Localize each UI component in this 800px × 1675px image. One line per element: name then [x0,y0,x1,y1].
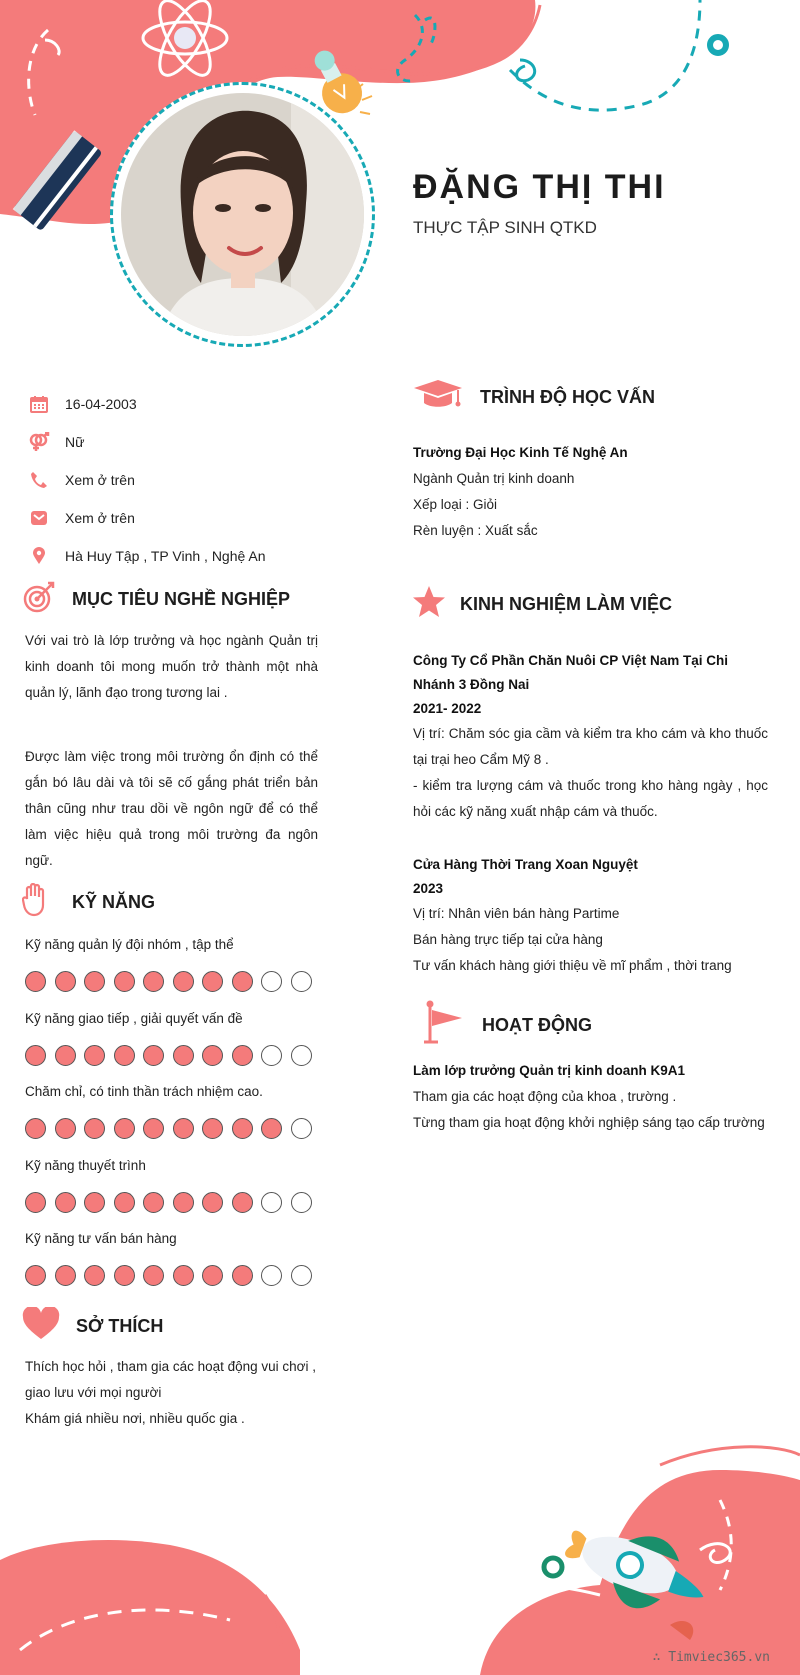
rating-dot-empty [291,1045,312,1066]
hand-icon [22,883,48,922]
rating-dot-filled [25,1045,46,1066]
rating-dot-filled [173,1265,194,1286]
skill-rating [25,1118,325,1139]
rating-dot-filled [202,1265,223,1286]
teal-dashed-curve [510,0,700,110]
calendar-icon [28,393,50,415]
candidate-name: ĐẶNG THỊ THI [413,168,666,206]
contact-address [28,537,348,575]
rating-dot-empty [291,1118,312,1139]
rating-dot-filled [173,1118,194,1139]
contact-value: Hà Huy Tập , TP Vinh , Nghệ An [65,548,266,564]
rating-dot-filled [173,1192,194,1213]
location-pin-icon [28,545,50,567]
skill-item [25,1082,325,1156]
section-title: KINH NGHIỆM LÀM VIỆC [460,594,673,614]
rating-dot-filled [25,1118,46,1139]
star-icon [412,585,446,624]
grade: Xếp loại : Giỏi [413,497,498,512]
section-title: SỞ THÍCH [76,1316,164,1336]
skill-name: Chăm chỉ, có tinh thần trách nhiệm cao. [25,1084,263,1099]
education-heading [412,378,655,417]
skill-rating [25,1192,325,1213]
activity-line: Từng tham gia hoạt động khởi nghiệp sáng tạo cấp trường [413,1115,765,1130]
rating-dot-filled [232,1118,253,1139]
rating-dot-filled [55,971,76,992]
hobbies-line-2: Khám giá nhiều nơi, nhiều quốc gia . [25,1411,245,1426]
candidate-position: THỰC TẬP SINH QTKD [413,218,597,237]
contact-gender [28,423,348,461]
rating-dot-filled [232,1192,253,1213]
skill-name: Kỹ năng thuyết trình [25,1157,146,1173]
rating-dot-filled [114,971,135,992]
skill-item [25,1229,325,1303]
conduct: Rèn luyện : Xuất sắc [413,523,538,538]
job-description: Vị trí: Nhân viên bán hàng Partime [413,906,620,921]
teal-ring [710,37,726,53]
rating-dot-filled [202,1045,223,1066]
gender-icon [28,431,50,453]
rating-dot-filled [261,1118,282,1139]
contact-info [28,385,348,575]
email-icon [28,507,50,529]
rating-dot-filled [232,971,253,992]
heart-icon [22,1307,60,1346]
flag-icon [420,1000,464,1051]
rating-dot-filled [84,1118,105,1139]
phone-icon [28,469,50,491]
rating-dot-filled [232,1265,253,1286]
job-description: Vị trí: Chăm sóc gia cầm và kiểm tra kho cám và kho thuốc tại trại heo Cẩm Mỹ 8 . [413,726,768,767]
rating-dot-filled [84,971,105,992]
rating-dot-filled [173,971,194,992]
company-name: Cửa Hàng Thời Trang Xoan Nguyệt [413,857,638,872]
rating-dot-filled [143,1118,164,1139]
contact-birthday [28,385,348,423]
skill-item [25,935,325,1009]
skill-rating [25,971,325,992]
rating-dot-filled [173,1045,194,1066]
rating-dot-empty [261,1045,282,1066]
skill-rating [25,1265,325,1286]
rating-dot-empty [291,1192,312,1213]
skills-list [25,935,325,1303]
rating-dot-empty [291,971,312,992]
avatar-frame [110,82,375,347]
bottom-left-blob [0,1540,300,1675]
avatar-photo [121,93,364,336]
experience-job-1 [413,649,768,825]
rating-dot-filled [25,1192,46,1213]
watermark: ∴ Timviec365.vn [652,1650,770,1665]
rating-dot-filled [55,1118,76,1139]
activity-heading: Làm lớp trưởng Quản trị kinh doanh K9A1 [413,1063,685,1078]
rating-dot-filled [202,971,223,992]
section-title: MỤC TIÊU NGHỀ NGHIỆP [72,589,291,609]
rating-dot-filled [84,1265,105,1286]
contact-value: Xem ở trên [65,472,135,488]
experience-heading [412,585,672,624]
job-description: - kiểm tra lượng cám và thuốc trong kho hàng ngày , học hỏi các kỹ năng xuất nhập cám và thuốc. [413,778,768,819]
rating-dot-empty [261,1265,282,1286]
job-description: Tư vấn khách hàng giới thiệu về mĩ phẩm , thời trang [413,958,732,973]
contact-value: 16-04-2003 [65,396,137,412]
rating-dot-filled [202,1118,223,1139]
skill-name: Kỹ năng quản lý đội nhóm , tập thể [25,937,234,952]
rating-dot-filled [114,1192,135,1213]
contact-value: Nữ [65,434,85,450]
skill-name: Kỹ năng tư vấn bán hàng [25,1231,177,1246]
skill-name: Kỹ năng giao tiếp , giải quyết vấn đề [25,1010,243,1026]
rating-dot-filled [143,1265,164,1286]
rating-dot-empty [261,1192,282,1213]
objective-heading [22,580,290,619]
rating-dot-filled [55,1045,76,1066]
rating-dot-filled [114,1118,135,1139]
section-title: TRÌNH ĐỘ HỌC VẤN [480,387,655,407]
experience-job-2 [413,853,768,979]
objective-paragraph-1: Với vai trò là lớp trưởng và học ngành Quản trị kinh doanh tôi mong muốn trở thành một nhà quản lý, lãnh đạo trong tương lai . [25,633,318,700]
rating-dot-empty [261,971,282,992]
rating-dot-filled [114,1265,135,1286]
job-period: 2021- 2022 [413,701,482,716]
job-period: 2023 [413,881,444,896]
section-title: KỸ NĂNG [72,892,156,912]
rating-dot-filled [143,1192,164,1213]
contact-phone [28,461,348,499]
rating-dot-empty [291,1265,312,1286]
hobbies-heading [22,1307,163,1346]
school-name: Trường Đại Học Kinh Tế Nghệ An [413,445,628,460]
skill-item [25,1156,325,1230]
graduation-cap-icon [412,378,466,417]
rating-dot-filled [143,971,164,992]
rating-dot-filled [143,1045,164,1066]
activities-details [413,1058,768,1136]
rating-dot-filled [84,1192,105,1213]
skills-heading [22,883,155,922]
skill-rating [25,1045,325,1066]
education-details [413,440,768,544]
rating-dot-filled [114,1045,135,1066]
major: Ngành Quản trị kinh doanh [413,471,575,486]
objective-paragraph-2: Được làm việc trong môi trường ổn định có thể gắn bó lâu dài và tôi sẽ cố gắng phát triển bản thân cũng như trau dồi về ngôn ngữ để có thể làm việc hiệu quả trong môi trường đa ngôn ngữ. [25,749,318,868]
rating-dot-filled [84,1045,105,1066]
hobbies-line-1: Thích học hỏi , tham gia các hoạt động vui chơi , giao lưu với mọi người [25,1359,317,1400]
rating-dot-filled [25,1265,46,1286]
rating-dot-filled [232,1045,253,1066]
target-icon [22,580,56,619]
contact-email [28,499,348,537]
section-title: HOẠT ĐỘNG [482,1015,592,1035]
company-name: Công Ty Cổ Phần Chăn Nuôi CP Việt Nam Tại Chi Nhánh 3 Đồng Nai [413,653,729,692]
skill-item [25,1009,325,1083]
rating-dot-filled [55,1192,76,1213]
contact-value: Xem ở trên [65,510,135,526]
rating-dot-filled [55,1265,76,1286]
rating-dot-filled [25,971,46,992]
rating-dot-filled [202,1192,223,1213]
job-description: Bán hàng trực tiếp tại cửa hàng [413,932,603,947]
activities-heading [420,1000,592,1051]
activity-line: Tham gia các hoạt động của khoa , trường . [413,1089,677,1104]
